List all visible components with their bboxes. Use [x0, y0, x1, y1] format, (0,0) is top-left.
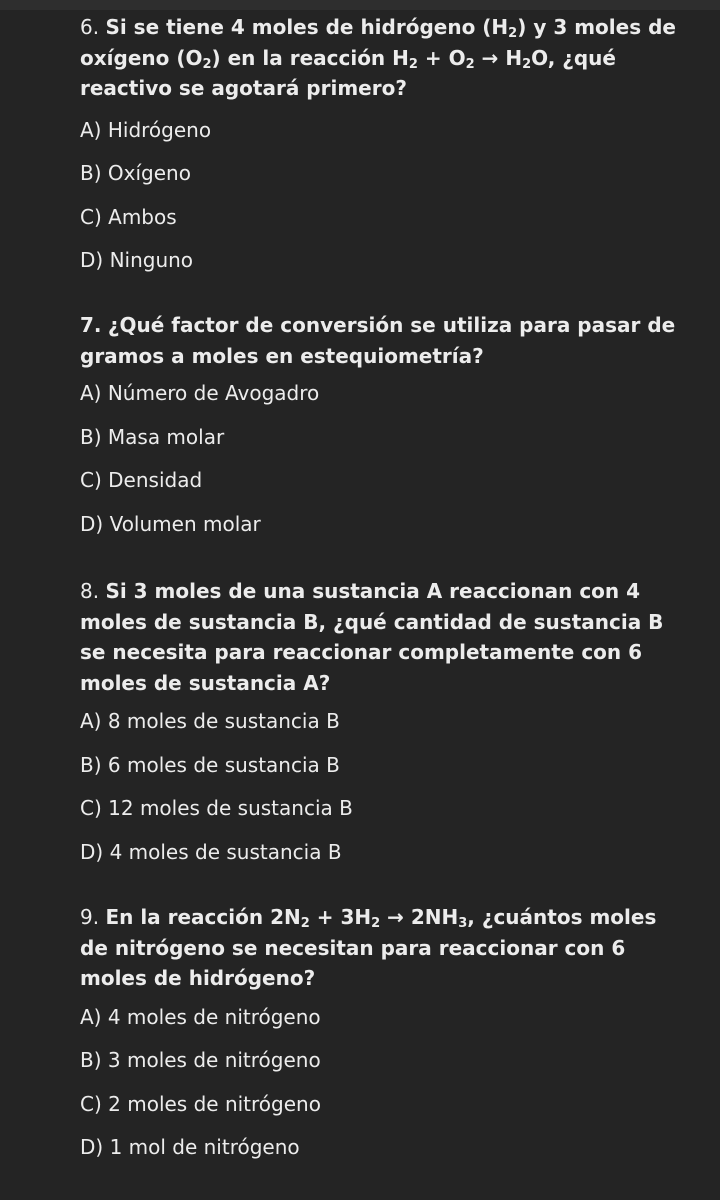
option-letter: C)	[80, 1091, 102, 1116]
option-text: 4 moles de nitrógeno	[107, 1004, 321, 1029]
option-c[interactable]	[80, 468, 680, 492]
option-text: 8 moles de sustancia B	[107, 709, 340, 733]
quiz-list	[80, 12, 680, 1160]
option-letter: A)	[80, 1004, 102, 1029]
option-letter: C)	[80, 204, 102, 229]
option-text: 12 moles de sustancia B	[108, 796, 353, 821]
subscript: 2	[300, 916, 310, 931]
subscript: 2	[202, 56, 212, 72]
option-letter: B)	[80, 1048, 102, 1073]
question-number: 9.	[80, 905, 100, 929]
option-text: Hidrógeno	[107, 117, 212, 142]
option-letter: D)	[80, 248, 104, 273]
option-text: 4 moles de sustancia B	[109, 839, 342, 864]
options-list	[80, 1005, 680, 1160]
question-stem	[80, 15, 676, 100]
option-text: 6 moles de sustancia B	[107, 752, 340, 777]
option-letter: B)	[80, 752, 102, 777]
top-edge-bar	[0, 0, 720, 10]
option-text: Volumen molar	[109, 511, 261, 536]
options-list	[80, 709, 680, 864]
option-letter: A)	[80, 381, 102, 405]
question-stem	[80, 905, 656, 990]
option-b[interactable]	[80, 753, 680, 777]
option-text: Oxígeno	[107, 161, 191, 186]
options-list	[80, 118, 680, 273]
option-letter: C)	[80, 468, 102, 493]
stem-part: → H	[474, 45, 523, 70]
option-letter: A)	[80, 709, 102, 733]
question-number: 7.	[80, 313, 102, 337]
subscript: 2	[408, 56, 418, 72]
option-text: 2 moles de nitrógeno	[108, 1091, 321, 1116]
stem-part: En la reacción 2N	[105, 905, 301, 929]
option-text: Ambos	[108, 204, 177, 229]
option-letter: D)	[80, 511, 104, 536]
question-8-text	[80, 576, 680, 698]
option-letter: A)	[80, 117, 102, 142]
option-a[interactable]	[80, 381, 680, 405]
option-c[interactable]	[80, 796, 680, 820]
option-letter: B)	[80, 424, 102, 449]
question-8	[80, 576, 680, 883]
option-text: Densidad	[108, 468, 203, 493]
stem-part: + O	[417, 45, 466, 70]
option-b[interactable]	[80, 161, 680, 185]
question-stem: ¿Qué factor de conversión se utiliza para pasar de gramos a moles en estequiometría?	[80, 313, 676, 368]
options-list	[80, 381, 680, 536]
option-letter: D)	[80, 1135, 104, 1160]
stem-part: Si se tiene 4 moles de hidrógeno (H	[105, 15, 509, 39]
stem-part: + 3H	[309, 905, 372, 929]
option-letter: C)	[80, 796, 102, 821]
option-a[interactable]	[80, 709, 680, 733]
option-d[interactable]	[80, 840, 680, 864]
option-a[interactable]	[80, 1005, 680, 1029]
option-c[interactable]	[80, 1092, 680, 1116]
question-7-text	[80, 310, 680, 371]
stem-part: , ¿cuántos moles de nitrógeno se necesitan para reaccionar con 6 moles de hidrógeno?	[80, 905, 657, 990]
question-stem: Si 3 moles de una sustancia A reaccionan con 4 moles de sustancia B, ¿qué cantidad de sustancia B se necesita para reaccionar completamente con 6 moles de sustancia A?	[80, 579, 664, 695]
option-text: Ninguno	[109, 248, 194, 273]
question-6	[80, 12, 680, 272]
subscript: 2	[465, 56, 475, 72]
option-text: Número de Avogadro	[107, 381, 320, 405]
option-text: 3 moles de nitrógeno	[107, 1048, 321, 1073]
option-d[interactable]	[80, 512, 680, 536]
option-letter: B)	[80, 161, 102, 186]
option-c[interactable]	[80, 205, 680, 229]
subscript: 2	[371, 916, 381, 931]
option-text: 1 mol de nitrógeno	[109, 1135, 300, 1160]
subscript: 2	[508, 26, 518, 41]
option-a[interactable]	[80, 118, 680, 142]
question-9-text	[80, 902, 680, 994]
question-9	[80, 902, 680, 1179]
question-number: 8.	[80, 579, 100, 603]
subscript: 2	[522, 56, 532, 72]
option-text: Masa molar	[107, 424, 225, 449]
stem-part: → 2NH	[380, 905, 459, 929]
option-b[interactable]	[80, 1048, 680, 1072]
option-letter: D)	[80, 839, 104, 864]
stem-part: ) en la reacción H	[211, 45, 409, 70]
option-d[interactable]	[80, 248, 680, 272]
stem-part: O, ¿qué reactivo se agotará primero?	[80, 45, 616, 100]
question-number: 6.	[80, 15, 100, 39]
subscript: 3	[458, 916, 468, 931]
question-7	[80, 310, 680, 555]
option-b[interactable]	[80, 425, 680, 449]
option-d[interactable]	[80, 1135, 680, 1159]
question-6-text	[80, 12, 680, 104]
stem-part: ) y 3 moles de oxígeno (O	[80, 15, 676, 70]
